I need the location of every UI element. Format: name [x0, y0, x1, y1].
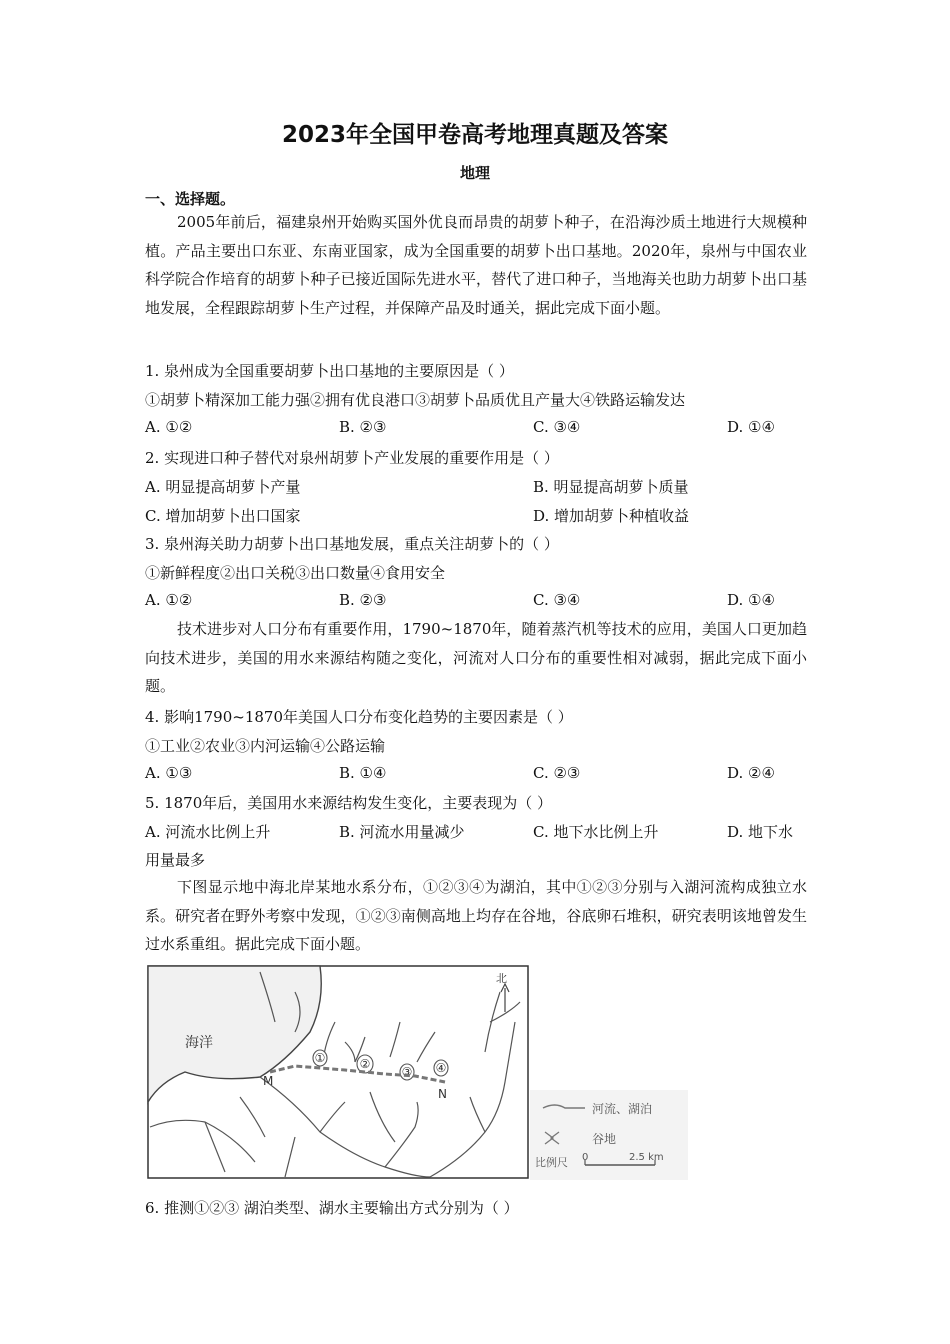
question-5-option-d-wrap: 用量最多 — [145, 851, 206, 869]
lake-1-label: ① — [314, 1051, 326, 1065]
option-a: A. ①② — [145, 418, 193, 436]
question-1-items: ①胡萝卜精深加工能力强②拥有优良港口③胡萝卜品质优且产量大④铁路运输发达 — [145, 391, 686, 409]
option-c: C. ③④ — [533, 418, 581, 436]
option-a: A. ①② — [145, 591, 193, 609]
lake-2-label: ② — [359, 1057, 371, 1071]
legend-river-label: 河流、湖泊 — [592, 1102, 653, 1116]
north-label: 北 — [496, 972, 507, 985]
point-n-label: N — [438, 1087, 447, 1101]
page-subtitle: 地理 — [459, 164, 490, 182]
question-4-stem: 4. 影响1790~1870年美国人口分布变化趋势的主要因素是（ ） — [145, 708, 573, 726]
option-a: A. ①③ — [145, 764, 193, 782]
option-c: C. 地下水比例上升 — [533, 823, 659, 841]
option-b: B. ②③ — [339, 418, 387, 436]
sea-label: 海洋 — [185, 1035, 213, 1051]
question-4-items: ①工业②农业③内河运输④公路运输 — [145, 737, 386, 755]
option-a: A. 明显提高胡萝卜产量 — [145, 478, 301, 496]
question-3-items: ①新鲜程度②出口关税③出口数量④食用安全 — [145, 564, 446, 582]
question-1-stem: 1. 泉州成为全国重要胡萝卜出口基地的主要原因是（ ） — [145, 362, 514, 380]
question-6-stem: 6. 推测①②③ 湖泊类型、湖水主要输出方式分别为（ ） — [145, 1199, 519, 1217]
option-d: D. ①④ — [727, 591, 775, 609]
passage-drainage: 下图显示地中海北岸某地水系分布，①②③④为湖泊，其中①②③分别与入湖河流构成独立水系。研究者在野外考察中发现，①②③南侧高地上均存在谷地，谷底卵石堆积，研究表明该地曾发生过水系重组。据此完成下面小题。 — [145, 878, 807, 954]
option-b: B. ②③ — [339, 591, 387, 609]
option-b: B. ①④ — [339, 764, 387, 782]
passage-carrot: 2005年前后，福建泉州开始购买国外优良而昂贵的胡萝卜种子，在沿海沙质土地进行大规模种植。产品主要出口东亚、东南亚国家，成为全国重要的胡萝卜出口基地。2020年，泉州与中国农业科学院合作培育的胡萝卜种子已接近国际先进水平，替代了进口种子，当地海关也助力胡萝卜出口基地发展，全程跟踪胡萝卜生产过程，并保障产品及时通关，据此完成下面小题。 — [145, 213, 807, 317]
question-2-options-row2 — [145, 505, 807, 527]
legend-valley-label: 谷地 — [592, 1132, 617, 1146]
question-5-stem: 5. 1870年后，美国用水来源结构发生变化，主要表现为（ ） — [145, 794, 553, 812]
question-5-options — [145, 821, 807, 843]
point-m-label: M — [263, 1074, 274, 1088]
question-2-options-row1 — [145, 476, 807, 498]
question-4-options — [145, 764, 807, 786]
question-3-stem: 3. 泉州海关助力胡萝卜出口基地发展，重点关注胡萝卜的（ ） — [145, 535, 559, 553]
question-1-options — [145, 418, 807, 440]
option-a: A. 河流水比例上升 — [145, 823, 271, 841]
option-c: C. ②③ — [533, 764, 581, 782]
option-d: D. 增加胡萝卜种植收益 — [533, 507, 690, 525]
question-2-stem: 2. 实现进口种子替代对泉州胡萝卜产业发展的重要作用是（ ） — [145, 449, 559, 467]
option-d: D. ②④ — [727, 764, 775, 782]
question-3-options — [145, 591, 807, 613]
option-d: D. 地下水 — [727, 823, 794, 841]
lake-4-label: ④ — [435, 1061, 447, 1075]
option-d: D. ①④ — [727, 418, 775, 436]
drainage-map — [145, 962, 690, 1182]
passage-us-population: 技术进步对人口分布有重要作用，1790~1870年，随着蒸汽机等技术的应用，美国人口更加趋向技术进步，美国的用水来源结构随之变化，河流对人口分布的重要性相对减弱，据此完成下面小题。 — [145, 620, 807, 696]
scale-zero: 0 — [582, 1152, 589, 1163]
option-c: C. 增加胡萝卜出口国家 — [145, 507, 301, 525]
lake-3-label: ③ — [401, 1065, 413, 1079]
section-heading: 一、选择题。 — [145, 190, 236, 208]
option-c: C. ③④ — [533, 591, 581, 609]
option-b: B. 河流水用量减少 — [339, 823, 465, 841]
option-b: B. 明显提高胡萝卜质量 — [533, 478, 689, 496]
page-title: 2023年全国甲卷高考地理真题及答案 — [281, 122, 668, 148]
scale-label: 比例尺 — [535, 1156, 568, 1169]
scale-value: 2.5 km — [629, 1152, 664, 1163]
